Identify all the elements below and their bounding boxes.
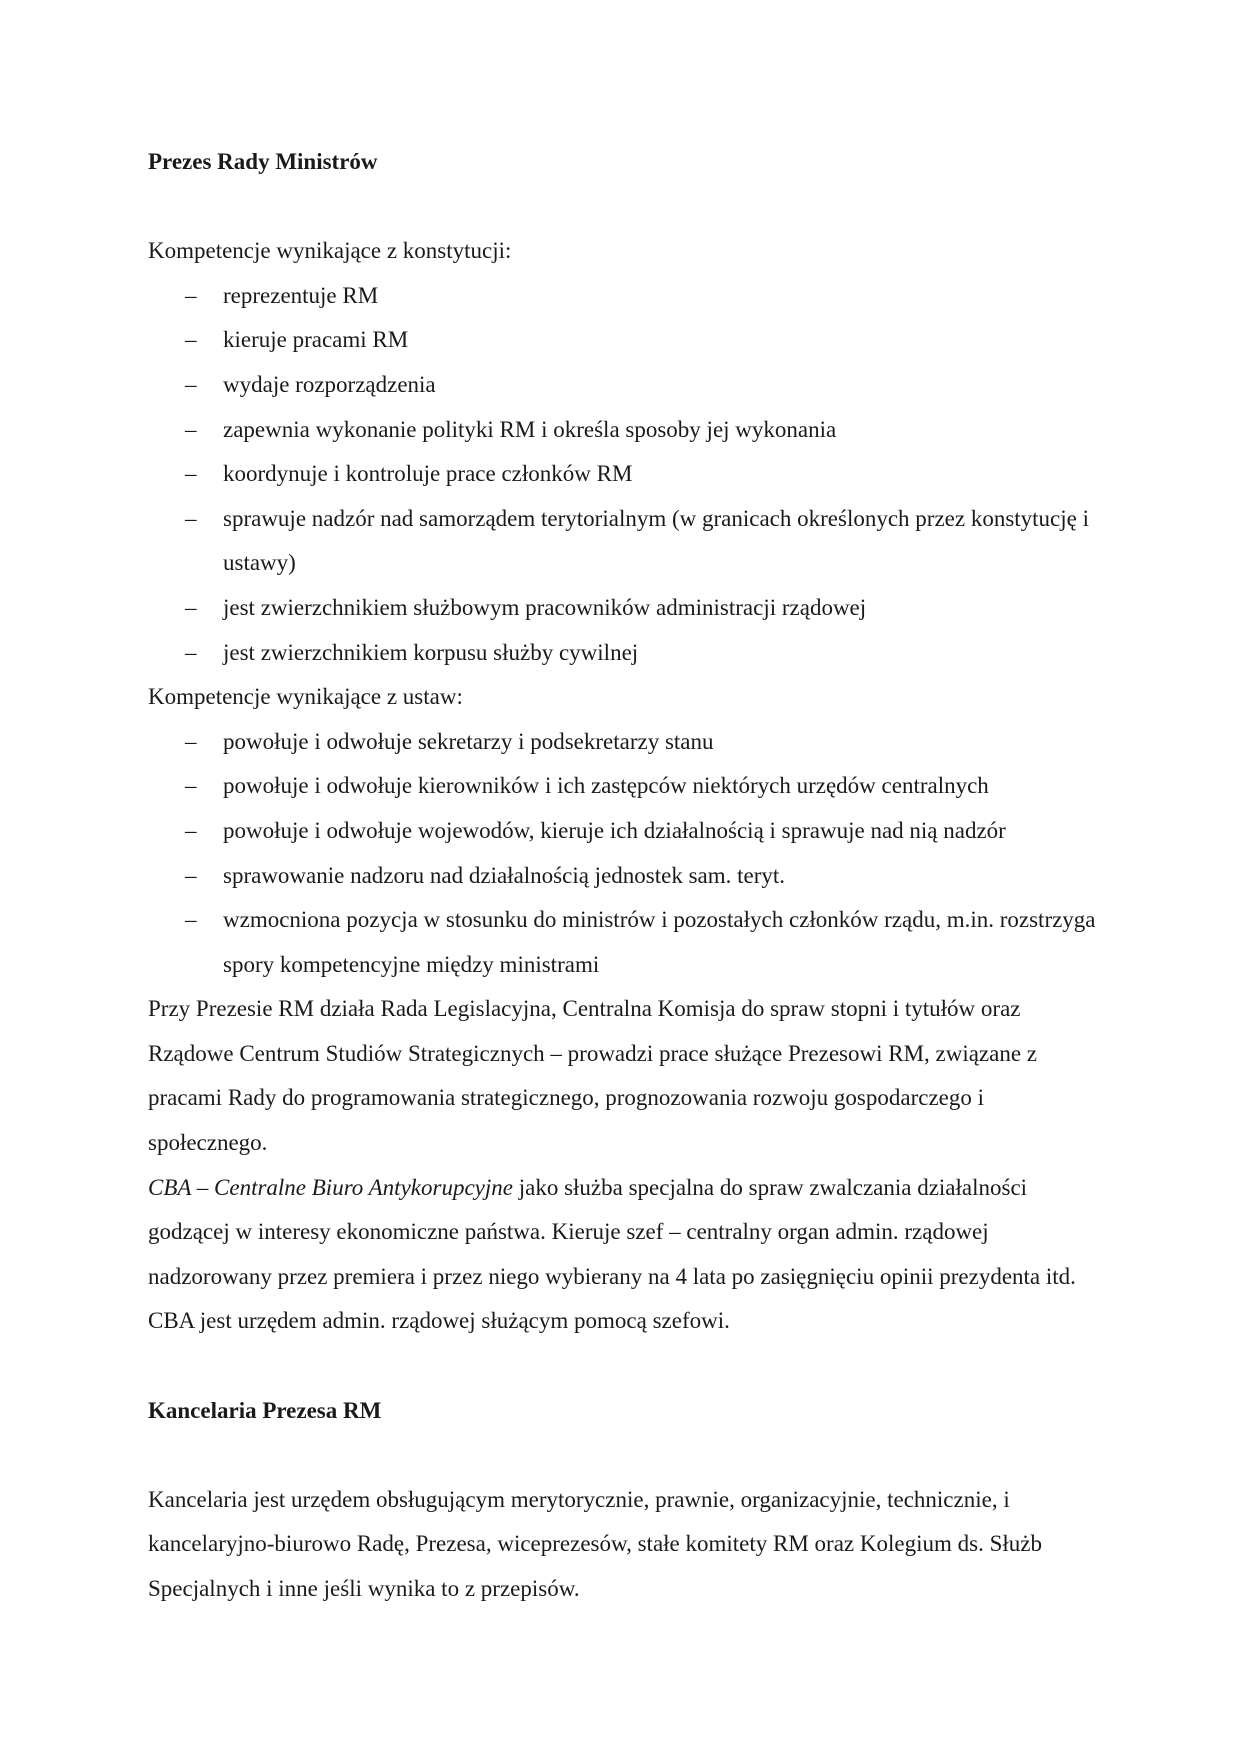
dash-bullet: –	[185, 728, 197, 754]
list-item	[148, 586, 1108, 631]
list-item-text: jest zwierzchnikiem korpusu służby cywilnej	[223, 639, 639, 665]
statute-list	[148, 720, 1108, 988]
list-item	[148, 497, 1108, 586]
list-item-text: sprawuje nadzór nad samorządem terytorialnym (w granicach określonych przez konstytucję i ustawy)	[223, 505, 1090, 576]
dash-bullet: –	[185, 505, 197, 531]
list-item-text: powołuje i odwołuje sekretarzy i podsekretarzy stanu	[223, 728, 714, 754]
spacer	[148, 185, 1108, 230]
dash-bullet: –	[185, 594, 197, 620]
list-item	[148, 408, 1108, 453]
dash-bullet: –	[185, 282, 197, 308]
dash-bullet: –	[185, 327, 197, 353]
section-title-prezes: Prezes Rady Ministrów	[148, 149, 378, 174]
list-item-text: wzmocniona pozycja w stosunku do ministrów i pozostałych członków rządu, m.in. rozstrzyga spory kompetencyjne między ministrami	[223, 907, 1096, 977]
dash-bullet: –	[185, 371, 197, 397]
list-item	[148, 363, 1108, 408]
section-title-kancelaria: Kancelaria Prezesa RM	[148, 1397, 382, 1423]
list-item	[148, 720, 1108, 765]
constitution-list	[148, 274, 1108, 675]
list-item	[148, 809, 1108, 854]
list-item-text: jest zwierzchnikiem służbowym pracowników administracji rządowej	[223, 594, 867, 620]
list-item	[148, 764, 1108, 809]
constitution-intro: Kompetencje wynikające z konstytucji:	[148, 238, 512, 264]
paragraph-cba	[148, 1166, 1108, 1344]
list-item	[148, 318, 1108, 363]
list-item-text: kieruje pracami RM	[223, 327, 409, 353]
list-item	[148, 854, 1108, 899]
list-item-text: reprezentuje RM	[223, 282, 379, 308]
list-item	[148, 452, 1108, 497]
list-item-text: powołuje i odwołuje kierowników i ich zastępców niektórych urzędów centralnych	[223, 773, 989, 799]
document-page	[148, 140, 1108, 1612]
cba-name: CBA – Centralne Biuro Antykorupcyjne	[148, 1174, 513, 1200]
list-item	[148, 274, 1108, 319]
dash-bullet: –	[185, 817, 197, 843]
list-item-text: sprawowanie nadzoru nad działalnością jednostek sam. teryt.	[223, 862, 786, 888]
statute-intro: Kompetencje wynikające z ustaw:	[148, 684, 463, 710]
dash-bullet: –	[185, 639, 197, 665]
spacer	[148, 1344, 1108, 1389]
list-item-text: zapewnia wykonanie polityki RM i określa sposoby jej wykonania	[223, 416, 837, 442]
list-item-text: powołuje i odwołuje wojewodów, kieruje ich działalnością i sprawuje nad nią nadzór	[223, 817, 1006, 843]
paragraph-kancelaria: Kancelaria jest urzędem obsługującym merytorycznie, prawnie, organizacyjnie, technicznie, i kancelaryjno-biurowo Radę, Prezesa, wiceprezesów, stałe komitety RM oraz Kolegium ds. Służb Specjalnych i inne jeśli wynika to z przepisów.	[148, 1486, 1042, 1601]
list-item	[148, 631, 1108, 676]
dash-bullet: –	[185, 773, 197, 799]
list-item-text: koordynuje i kontroluje prace członków RM	[223, 461, 633, 487]
list-item	[148, 898, 1108, 987]
dash-bullet: –	[185, 416, 197, 442]
spacer	[148, 1433, 1108, 1478]
paragraph-bodies: Przy Prezesie RM działa Rada Legislacyjna, Centralna Komisja do spraw stopni i tytułów oraz Rządowe Centrum Studiów Strategicznych – prowadzi prace służące Prezesowi RM, związane z pracami Rady do programowania strategicznego, prognozowania rozwoju gospodarczego i społecznego.	[148, 996, 1038, 1156]
list-item-text: wydaje rozporządzenia	[223, 371, 436, 397]
dash-bullet: –	[185, 907, 197, 933]
dash-bullet: –	[185, 461, 197, 487]
cba-text: jako służba specjalna do spraw zwalczania działalności godzącej w interesy ekonomiczne państwa. Kieruje szef – centralny organ admin. rządowej nadzorowany przez premiera i przez niego wybierany na 4 lata po zasięgnięciu opinii prezydenta itd. CBA jest urzędem admin. rządowej służącym pomocą szefowi.	[148, 1174, 1076, 1334]
dash-bullet: –	[185, 862, 197, 888]
